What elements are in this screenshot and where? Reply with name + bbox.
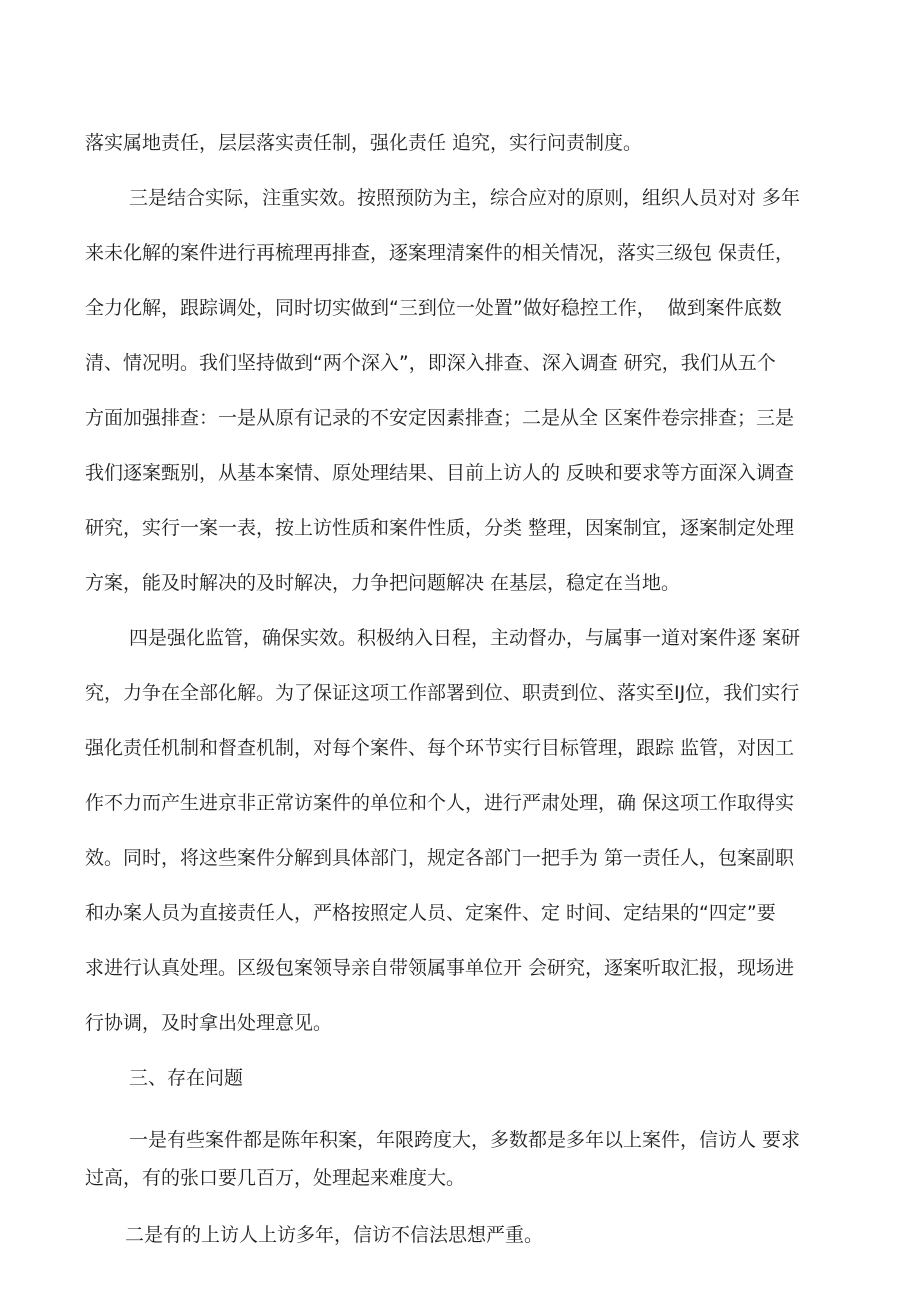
paragraph-line: 全力化解，跟踪调处，同时切实做到“三到位一处置”做好稳控工作， 做到案件底数 [85, 297, 782, 319]
paragraph-line: 二是有的上访人上访多年，信访不信法思想严重。 [125, 1224, 544, 1246]
paragraph-line: 清、情况明。我们坚持做到“两个深入”，即深入排查、深入调查 研究，我们从五个 [85, 352, 776, 374]
paragraph-line: 方面加强排查：一是从原有记录的不安定因素排查；二是从全 区案件卷宗排查；三是 [85, 407, 795, 429]
paragraph-line: 研究，实行一案一表，按上访性质和案件性质，分类 整理，因案制宜，逐案制定处理 [85, 517, 795, 539]
paragraph-line: 强化责任机制和督查机制，对每个案件、每个环节实行目标管理，跟踪 监管，对因工 [85, 737, 795, 759]
paragraph-line: 落实属地责任，层层落实责任制，强化责任 追究，实行问责制度。 [85, 132, 643, 154]
paragraph-line: 方案，能及时解决的及时解决，力争把问题解决 在基层，稳定在当地。 [85, 572, 681, 594]
paragraph-line: 行协调，及时拿出处理意见。 [85, 1012, 333, 1034]
paragraph-line: 一是有些案件都是陈年积案，年限跨度大，多数都是多年以上案件，信访人 要求 [129, 1129, 801, 1151]
paragraph-line: 四是强化监管，确保实效。积极纳入日程，主动督办，与属事一道对案件逐 案研 [129, 627, 801, 649]
paragraph-line: 作不力而产生进京非正常访案件的单位和个人，进行严肃处理，确 保这项工作取得实 [85, 792, 795, 814]
paragraph-line: 效。同时，将这些案件分解到具体部门，规定各部门一把手为 第一责任人，包案副职 [85, 847, 795, 869]
paragraph-line: 究，力争在全部化解。为了保证这项工作部署到位、职责到位、落实至IJ位，我们实行 [85, 682, 800, 704]
section-heading: 三、存在问题 [129, 1067, 244, 1089]
paragraph-line: 求进行认真处理。区级包案领导亲自带领属事单位开 会研究，逐案听取汇报，现场进 [85, 957, 795, 979]
paragraph-line: 过高，有的张口要几百万，处理起来难度大。 [85, 1167, 466, 1189]
paragraph-line: 我们逐案甄别，从基本案情、原处理结果、目前上访人的 反映和要求等方面深入调查 [85, 462, 795, 484]
paragraph-line: 和办案人员为直接责任人，严格按照定人员、定案件、定 时间、定结果的“四定”要 [85, 902, 776, 924]
paragraph-line: 三是结合实际，注重实效。按照预防为主，综合应对的原则，组织人员对对 多年 [129, 187, 801, 209]
paragraph-line: 来未化解的案件进行再梳理再排查，逐案理清案件的相关情况，落实三级包 保责任， [85, 242, 795, 264]
